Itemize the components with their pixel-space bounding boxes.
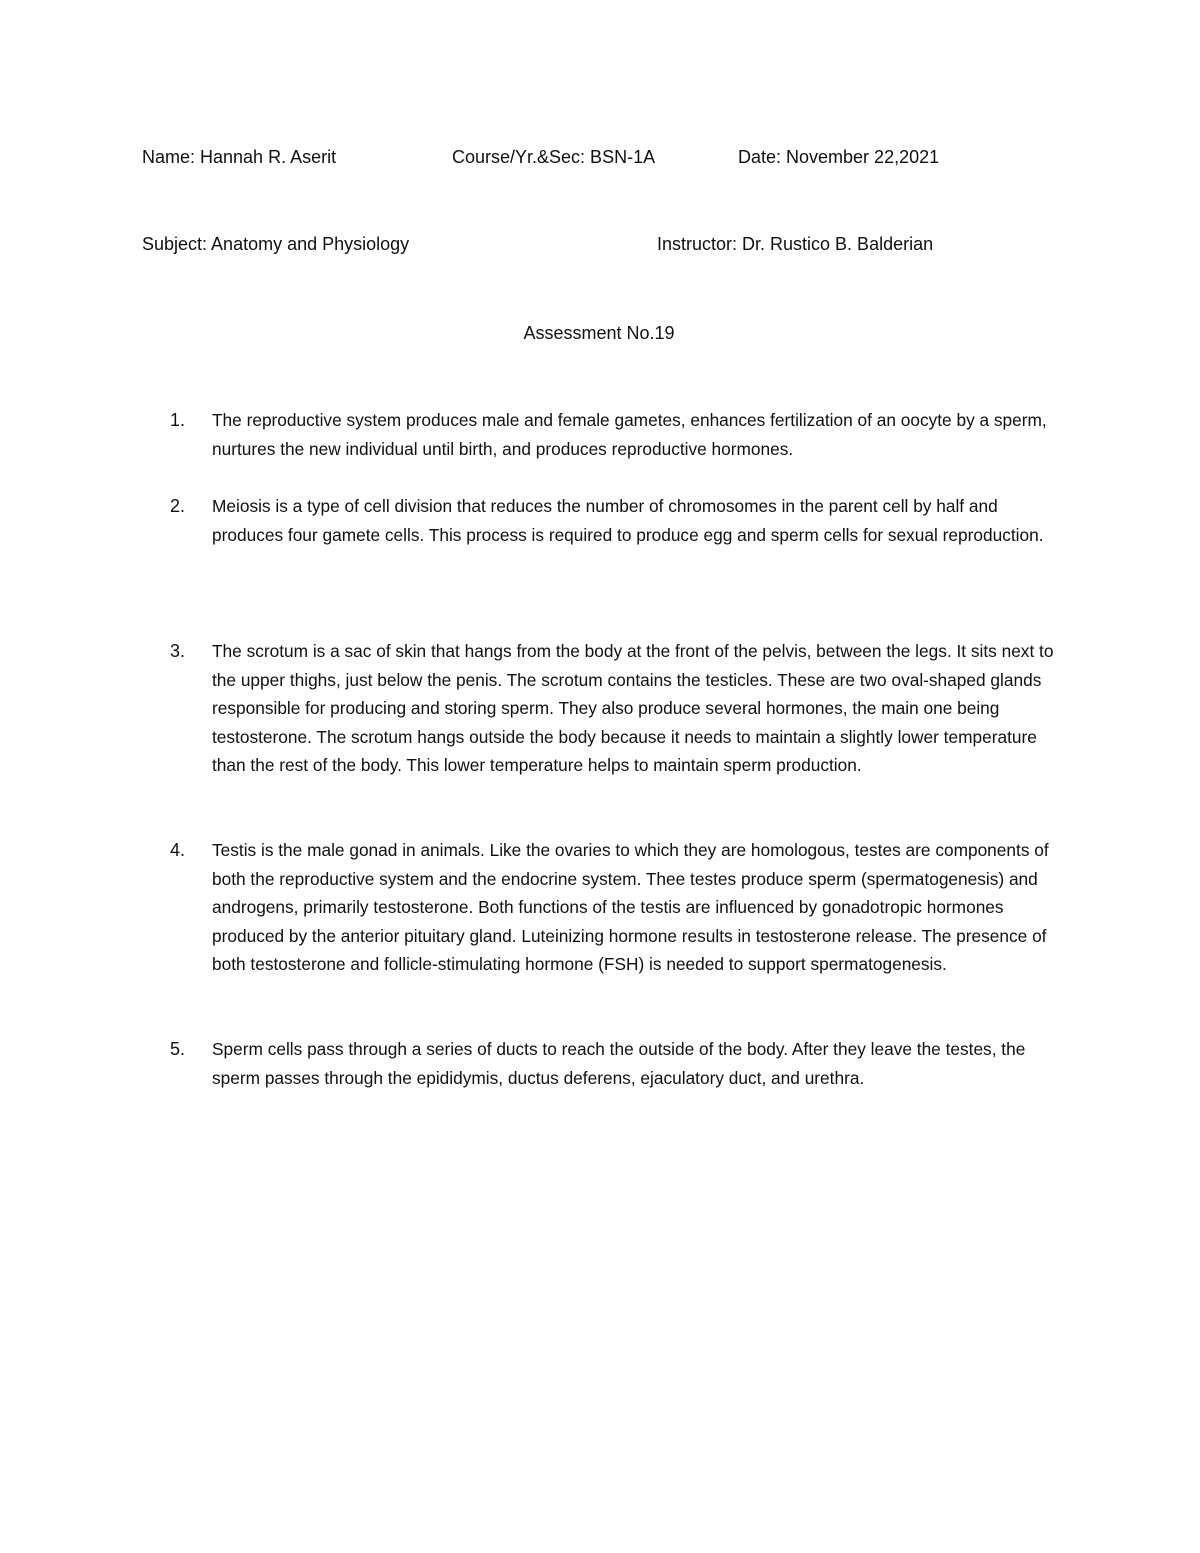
instructor: Instructor: Dr. Rustico B. Balderian bbox=[657, 234, 934, 254]
assessment-title: Assessment No.19 bbox=[523, 323, 675, 343]
answer-item-3 bbox=[170, 637, 1070, 780]
answer-number: 2. bbox=[170, 496, 186, 516]
answer-item-2 bbox=[170, 492, 1070, 549]
answer-item-1 bbox=[170, 406, 1070, 463]
course-year-section: Course/Yr.&Sec: BSN-1A bbox=[452, 147, 656, 167]
answer-number: 3. bbox=[170, 641, 186, 661]
answer-number: 1. bbox=[170, 410, 186, 430]
answer-item-5 bbox=[170, 1035, 1070, 1092]
answer-text: Sperm cells pass through a series of ducts to reach the outside of the body. After they leave the testes, the sperm passes through the epididymis, ductus deferens, ejaculatory duct, and urethra. bbox=[212, 1039, 1026, 1088]
answer-number: 4. bbox=[170, 840, 186, 860]
answer-text: Testis is the male gonad in animals. Like the ovaries to which they are homologous, testes are components of both the reproductive system and the endocrine system. Thee testes produce sperm (spermatogenesis) and androgens, primarily testosterone. Both functions of the testis are influenced by gonadotropic hormones produced by the anterior pituitary gland. Luteinizing hormone results in testosterone release. The presence of both testosterone and follicle-stimulating hormone (FSH) is needed to support spermatogenesis. bbox=[212, 840, 1049, 974]
answer-text: Meiosis is a type of cell division that reduces the number of chromosomes in the parent cell by half and produces four gamete cells. This process is required to produce egg and sperm cells for sexual reproduction. bbox=[212, 496, 1044, 545]
subject: Subject: Anatomy and Physiology bbox=[142, 234, 410, 254]
answer-item-4 bbox=[170, 836, 1070, 979]
answer-text: The reproductive system produces male and female gametes, enhances fertilization of an oocyte by a sperm, nurtures the new individual until birth, and produces reproductive hormones. bbox=[212, 410, 1047, 459]
student-name: Name: Hannah R. Aserit bbox=[142, 147, 337, 167]
answer-text: The scrotum is a sac of skin that hangs from the body at the front of the pelvis, between the legs. It sits next to the upper thighs, just below the penis. The scrotum contains the testicles. These are two oval-shaped glands responsible for producing and storing sperm. They also produce several hormones, the main one being testosterone. The scrotum hangs outside the body because it needs to maintain a slightly lower temperature than the rest of the body. This lower temperature helps to maintain sperm production. bbox=[212, 641, 1054, 775]
answer-number: 5. bbox=[170, 1039, 186, 1059]
date: Date: November 22,2021 bbox=[738, 147, 940, 167]
